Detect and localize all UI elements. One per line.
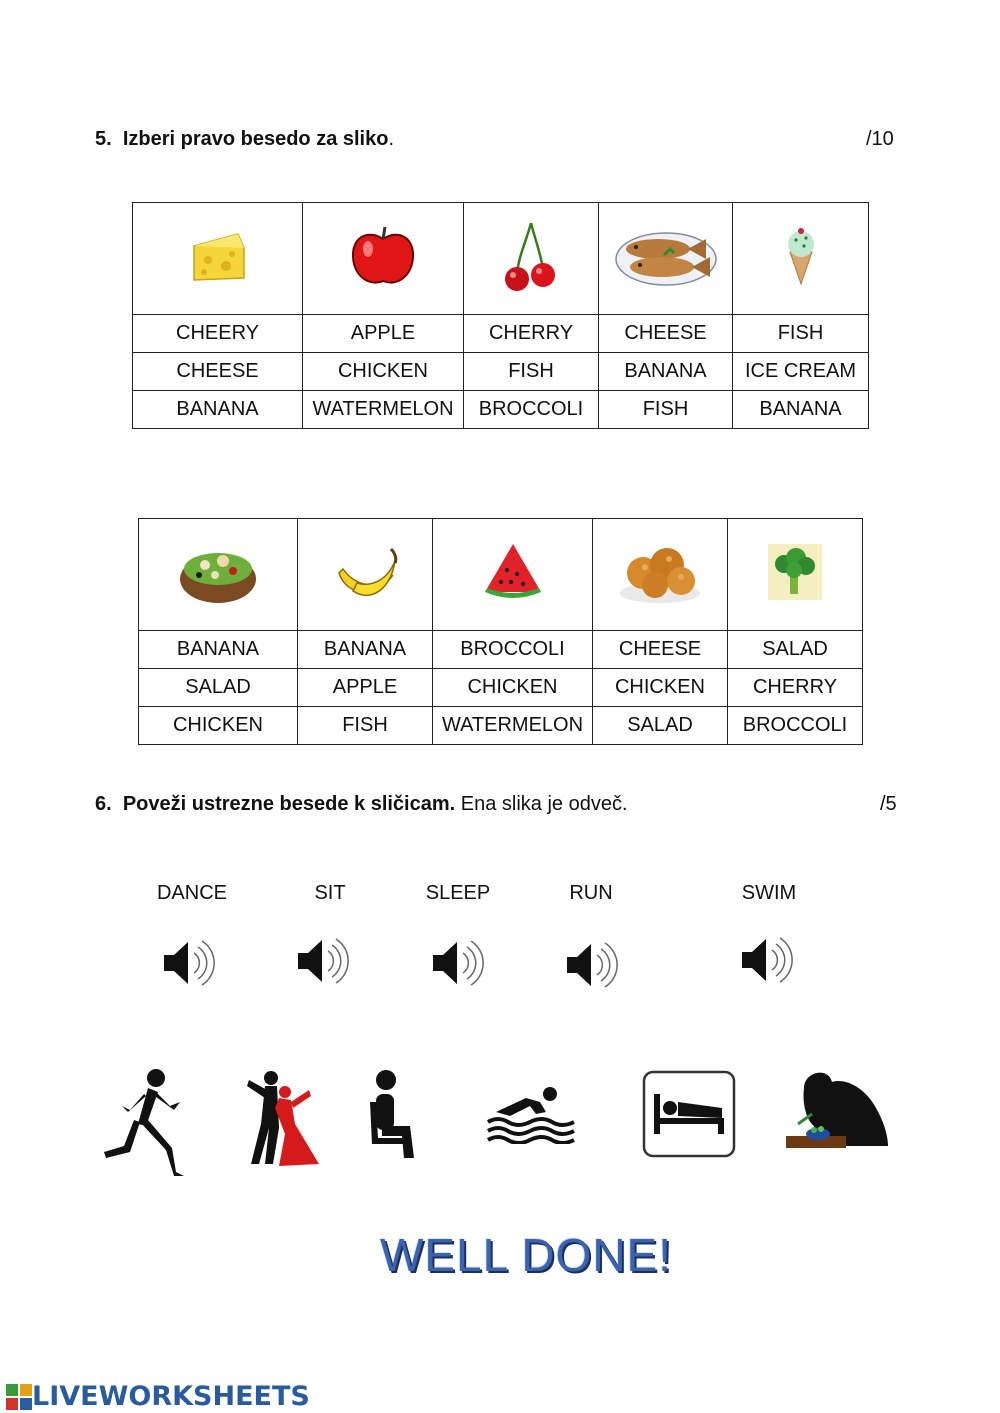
q5-table-1 [132, 202, 869, 429]
salad-icon [177, 539, 259, 605]
option-cell[interactable]: SALAD [593, 707, 728, 745]
option-cell[interactable]: CHEERY [133, 315, 303, 353]
option-cell[interactable]: FISH [733, 315, 869, 353]
option-cell[interactable]: CHERRY [464, 315, 599, 353]
option-cell[interactable]: CHEESE [133, 353, 303, 391]
picture-cell [139, 519, 298, 631]
brand-name: LIVEWORKSHEETS [32, 1381, 310, 1412]
option-cell[interactable]: BROCCOLI [728, 707, 863, 745]
speaker-icon[interactable] [740, 935, 800, 985]
picture-cell [303, 203, 464, 315]
option-cell[interactable]: BROCCOLI [433, 631, 593, 669]
broccoli-icon [766, 542, 824, 602]
picture-cell [433, 519, 593, 631]
verb-label: SIT [314, 882, 346, 904]
option-cell[interactable]: CHICKEN [593, 669, 728, 707]
option-cell[interactable]: CHEESE [599, 315, 733, 353]
option-cell[interactable]: CHICKEN [139, 707, 298, 745]
option-cell[interactable]: FISH [599, 391, 733, 429]
q5-table-2 [138, 518, 863, 745]
eating-person-icon [784, 1068, 890, 1150]
verb-label: SLEEP [425, 882, 491, 904]
option-cell[interactable]: BANANA [733, 391, 869, 429]
q6-subtitle: Ena slika je odveč. [460, 793, 628, 815]
fried-chicken-icon [615, 537, 705, 607]
speaker-icon[interactable] [431, 938, 491, 988]
picture-cell [133, 203, 303, 315]
cherry-icon [501, 219, 561, 293]
q6-title: Poveži ustrezne besede k sličicam. [122, 793, 456, 815]
picture-cell [298, 519, 433, 631]
option-cell[interactable]: BANANA [139, 631, 298, 669]
picture-cell [593, 519, 728, 631]
picture-cell [464, 203, 599, 315]
q5-heading [95, 128, 394, 151]
bed-icon [642, 1070, 736, 1158]
q5-number: 5. [95, 128, 112, 150]
option-cell[interactable]: BANANA [133, 391, 303, 429]
verb-label: SWIM [741, 882, 797, 904]
picture-cell [599, 203, 733, 315]
speaker-icon[interactable] [565, 940, 625, 990]
option-cell[interactable]: BANANA [298, 631, 433, 669]
q6-number: 6. [95, 793, 112, 815]
dancers-icon [235, 1068, 321, 1170]
q5-score: /10 [866, 128, 894, 150]
option-cell[interactable]: BROCCOLI [464, 391, 599, 429]
option-cell[interactable]: FISH [298, 707, 433, 745]
option-cell[interactable]: WATERMELON [303, 391, 464, 429]
speaker-icon[interactable] [296, 936, 356, 986]
q6-heading [95, 793, 628, 816]
q6-score: /5 [880, 793, 897, 815]
sitting-person-icon [366, 1068, 426, 1164]
brand-footer [6, 1381, 310, 1412]
option-cell[interactable]: WATERMELON [433, 707, 593, 745]
option-cell[interactable]: SALAD [728, 631, 863, 669]
option-cell[interactable]: ICE CREAM [733, 353, 869, 391]
option-cell[interactable]: CHICKEN [303, 353, 464, 391]
banana-icon [331, 539, 399, 605]
fish-plate-icon [614, 225, 718, 287]
option-cell[interactable]: APPLE [303, 315, 464, 353]
option-cell[interactable]: APPLE [298, 669, 433, 707]
well-done-text: WELL DONE! [380, 1229, 673, 1281]
q5-title: Izberi pravo besedo za sliko [122, 128, 389, 150]
option-cell[interactable]: CHEESE [593, 631, 728, 669]
apple-icon [348, 223, 418, 289]
verb-label: RUN [569, 882, 613, 904]
option-cell[interactable]: SALAD [139, 669, 298, 707]
speaker-icon[interactable] [162, 938, 222, 988]
option-cell[interactable]: CHICKEN [433, 669, 593, 707]
option-cell[interactable]: BANANA [599, 353, 733, 391]
option-cell[interactable]: FISH [464, 353, 599, 391]
picture-cell [733, 203, 869, 315]
option-cell[interactable]: CHERRY [728, 669, 863, 707]
picture-cell [728, 519, 863, 631]
runner-icon [100, 1066, 190, 1180]
watermelon-icon [481, 540, 545, 604]
swimmer-icon [486, 1084, 576, 1144]
liveworksheets-logo-icon [6, 1384, 32, 1410]
ice-cream-icon [784, 226, 818, 286]
q5-title-end: . [388, 128, 395, 150]
verb-label: DANCE [156, 882, 227, 904]
cheese-icon [188, 226, 248, 286]
